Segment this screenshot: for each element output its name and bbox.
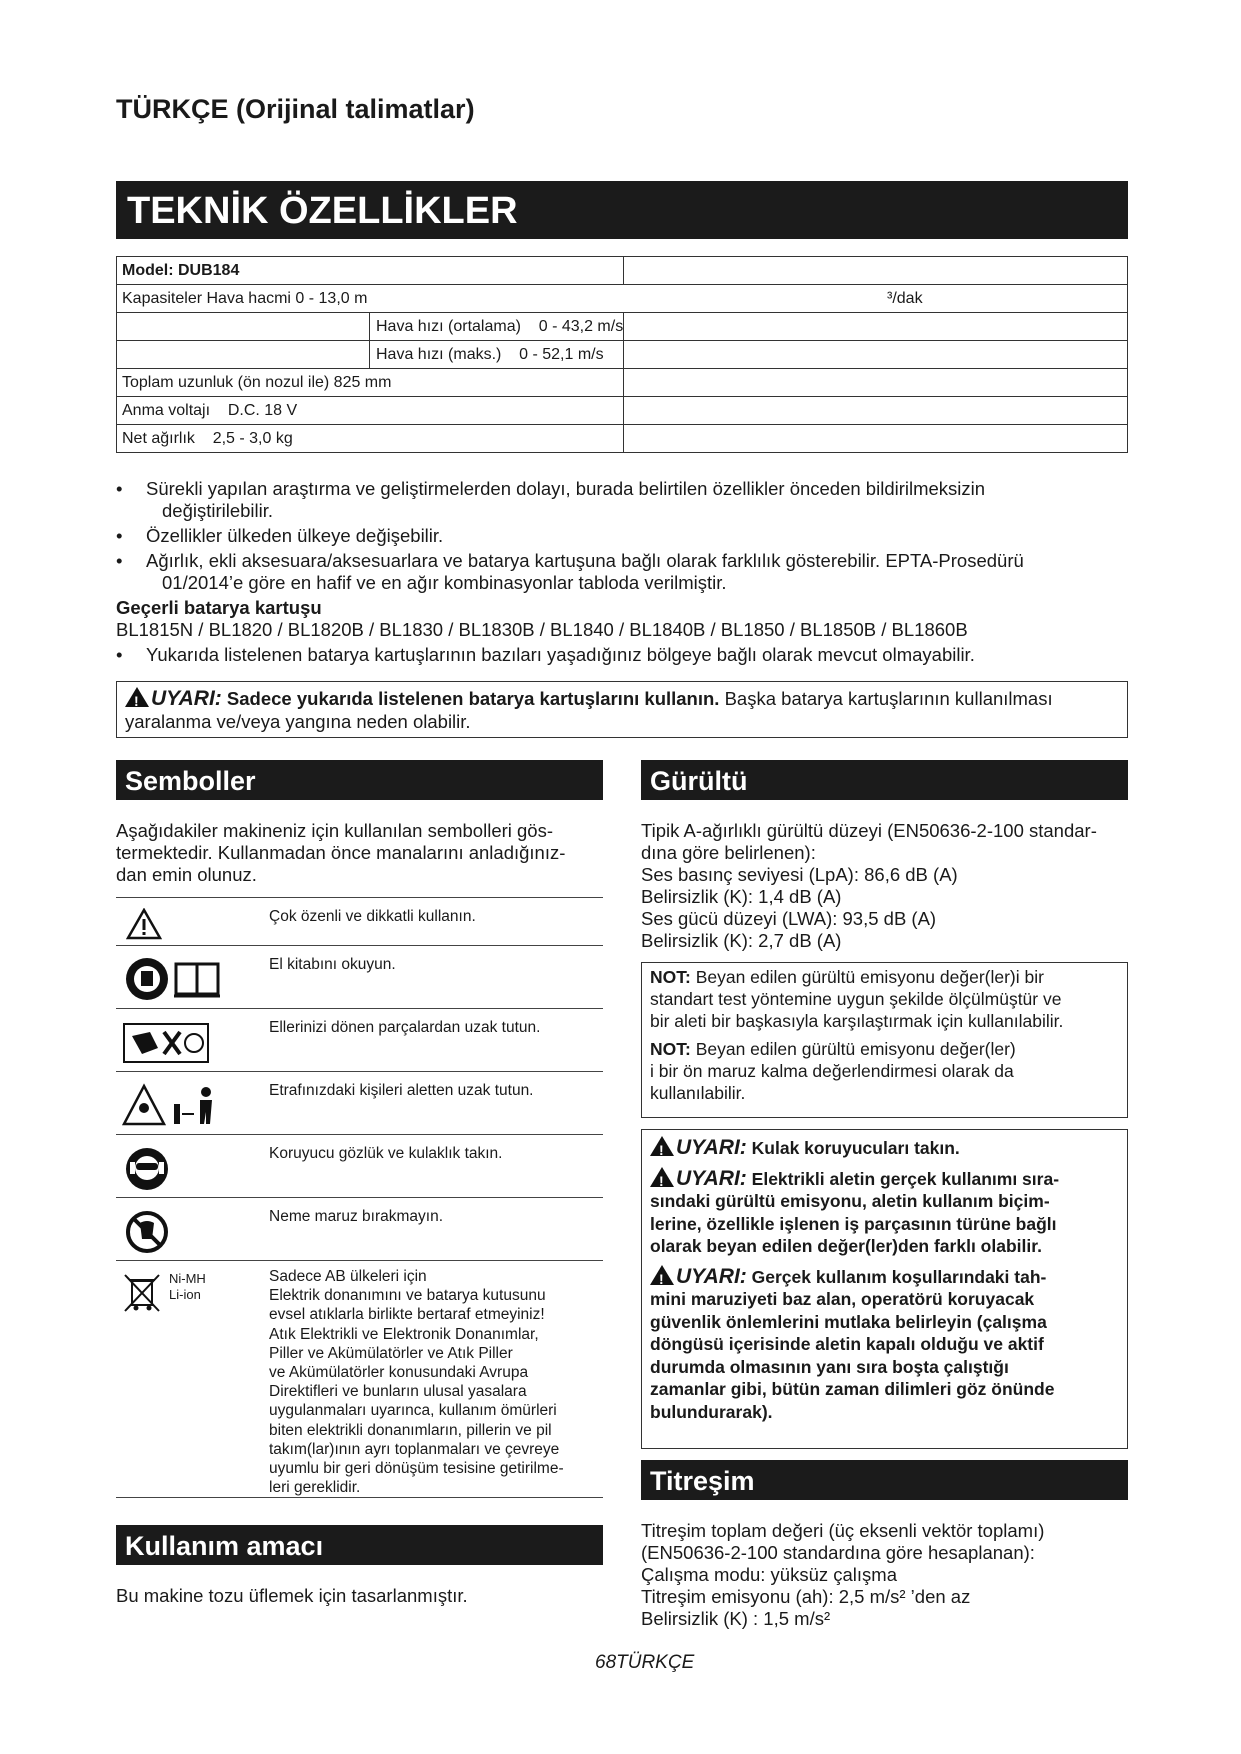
caution-triangle-icon bbox=[126, 908, 162, 940]
noise-heading: Gürültü bbox=[641, 760, 1128, 800]
battery-list: BL1815N / BL1820 / BL1820B / BL1830 / BL1830B / BL1840 / BL1840B / BL1850 / BL1850B / BL1860B bbox=[116, 619, 968, 640]
specifications-heading: TEKNİK ÖZELLİKLER bbox=[116, 181, 1128, 239]
vibration-heading: Titreşim bbox=[641, 1460, 1128, 1500]
capacity-row bbox=[117, 285, 1128, 313]
battery-heading: Geçerli batarya kartuşu bbox=[116, 597, 322, 618]
symbol-row-weee bbox=[116, 1260, 603, 1498]
warning-bold-text: Sadece yukarıda listelenen batarya kartuşlarını kullanın. bbox=[226, 688, 720, 709]
symbol-row: Çok özenli ve dikkatli kullanın. bbox=[116, 897, 603, 946]
symbols-heading: Semboller bbox=[116, 760, 603, 800]
battery-warning-box: !UYARI: Sadece yukarıda listelenen batarya kartuşlarını kullanın. Başka batarya kartuşlarının kullanılması yaralanma ve/veya yangına neden olabilir. bbox=[116, 681, 1128, 738]
noise-values: Tipik A-ağırlıklı gürültü düzeyi (EN50636-2-100 standar- dına göre belirlenen): Ses basınç seviyesi (LpA): 86,6 dB (A) Belirsizlik (K): 1,4 dB (A) Ses gücü düzeyi (LWA): 93,5 dB (A) Belirsizlik (K): 2,7 dB (A) bbox=[641, 820, 1097, 951]
crossed-bin-icon bbox=[122, 1271, 162, 1313]
note-item: • Ağırlık, ekli aksesuara/aksesuarlara ve batarya kartuşuna bağlı olarak farklılık gösterebilir. EPTA-Prosedürü 01/2014’e göre en hafif ve en ağır kombinasyonlar tabloda verilmiştir. bbox=[116, 550, 1128, 594]
note-item: • Özellikler ülkeden ülkeye değişebilir. bbox=[116, 525, 1128, 547]
model-label: Model: DUB184 bbox=[117, 257, 624, 285]
symbol-row: Koruyucu gözlük ve kulaklık takın. bbox=[116, 1134, 603, 1198]
vibration-values: Titreşim toplam değeri (üç eksenli vektör toplamı) (EN50636-2-100 standardına göre hesaplanan): Çalışma modu: yüksüz çalışma Titreşim emisyonu (ah): 2,5 m/s² ’den az Belirsizlik (K) : 1,5 m/s² bbox=[641, 1520, 1045, 1629]
capacity-unit: ³/dak bbox=[887, 290, 923, 307]
noise-note-box: NOT: Beyan edilen gürültü emisyonu değer(ler)i bir standart test yöntemine uygun şekilde ölçülmüştür ve bir aleti bir başkasıyla karşılaştırmak için kullanılabilir. NOT: Beyan edilen gürültü emisyonu değer(ler) i bir ön maruz kalma değerlendirmesi olarak da kullanılabilir. bbox=[641, 962, 1128, 1118]
keep-bystanders-away-icon bbox=[122, 1082, 222, 1128]
symbol-row: Neme maruz bırakmayın. bbox=[116, 1197, 603, 1261]
language-title: TÜRKÇE (Orijinal talimatlar) bbox=[116, 94, 475, 124]
keep-hands-away-icon bbox=[120, 1020, 212, 1066]
warning-triangle-icon bbox=[650, 1265, 674, 1285]
spec-notes bbox=[116, 478, 1128, 669]
warning-triangle-icon bbox=[125, 687, 149, 707]
warning-triangle-icon bbox=[650, 1136, 674, 1156]
symbols-intro: Aşağıdakiler makineniz için kullanılan sembolleri gös- termektedir. Kullanmadan önce manalarını anladığınız- dan emin olunuz. bbox=[116, 820, 566, 885]
total-length: Toplam uzunluk (ön nozul ile) 825 mm bbox=[117, 369, 624, 397]
note-item: • Yukarıda listelenen batarya kartuşlarının bazıları yaşadığınız bölgeye bağlı olarak mevcut olmayabilir. bbox=[116, 644, 1128, 666]
air-speed-max: Hava hızı (maks.) 0 - 52,1 m/s bbox=[369, 341, 623, 368]
weee-text: Sadece AB ülkeleri için Elektrik donanımını ve batarya kutusunu evsel atıklarla birlikte bertaraf etmeyiniz! Atık Elektrikli ve Elektronik Donanımlar, Piller ve Akümülatörler ve Atık Piller ve Akümülatörler konusundaki Avrupa Direktifleri ve bunların ulusal yasalara uygulanmaları uyarınca, kullanım ömürleri biten elektrikli donanımların, pillerin ve pil takım(lar)ının ayrı toplanmaları ve çevreye uyumlu bir geri dönüşüm tesisine getirilme- leri gereklidir. bbox=[269, 1268, 564, 1497]
symbol-row: Ellerinizi dönen parçalardan uzak tutun. bbox=[116, 1008, 603, 1072]
air-speed-average: Hava hızı (ortalama) 0 - 43,2 m/s bbox=[369, 313, 623, 340]
rated-voltage: Anma voltajı D.C. 18 V bbox=[117, 397, 624, 425]
symbol-row: Etrafınızdaki kişileri aletten uzak tutun. bbox=[116, 1071, 603, 1135]
no-moisture-icon bbox=[124, 1209, 170, 1255]
warning-triangle-icon bbox=[650, 1167, 674, 1187]
warning-label: UYARI: bbox=[151, 687, 222, 710]
intended-use-text: Bu makine tozu üflemek için tasarlanmıştır. bbox=[116, 1585, 468, 1606]
net-weight: Net ağırlık 2,5 - 3,0 kg bbox=[117, 425, 624, 453]
capacity-value: Kapasiteler Hava hacmi 0 - 13,0 m bbox=[122, 289, 368, 307]
goggles-earmuffs-icon bbox=[124, 1146, 170, 1192]
battery-types: Ni-MH Li-ion bbox=[169, 1271, 206, 1302]
page-number: 68TÜRKÇE bbox=[595, 1652, 695, 1673]
note-item: • Sürekli yapılan araştırma ve geliştirmelerden dolayı, burada belirtilen özellikler önceden bildirilmeksizin değiştirilebilir. bbox=[116, 478, 1128, 522]
symbol-row: El kitabını okuyun. bbox=[116, 945, 603, 1009]
noise-warning-box: !UYARI: Kulak koruyucuları takın. !UYARI: Elektrikli aletin gerçek kullanımı sıra- sındaki gürültü emisyonu, aletin kullanım biçim- lerine, özellikle işlenen iş parçasının türüne bağlı olarak beyan edilen değer(ler)den farklı olabilir. !UYARI: Gerçek kullanım koşullarındaki tah- mini maruziyeti baz alan, operatörü koruyacak güvenlik önlemlerini mutlaka belirleyin (çalışma döngüsü içerisinde aletin kapalı olduğu ve aktif durumda olmasının yanı sıra boşta çalıştığı zamanlar gibi, bütün zaman dilimleri göz önünde bulundurarak). bbox=[641, 1129, 1128, 1449]
read-manual-icon bbox=[124, 956, 224, 1002]
specifications-table bbox=[116, 256, 1128, 453]
intended-use-heading: Kullanım amacı bbox=[116, 1525, 603, 1565]
